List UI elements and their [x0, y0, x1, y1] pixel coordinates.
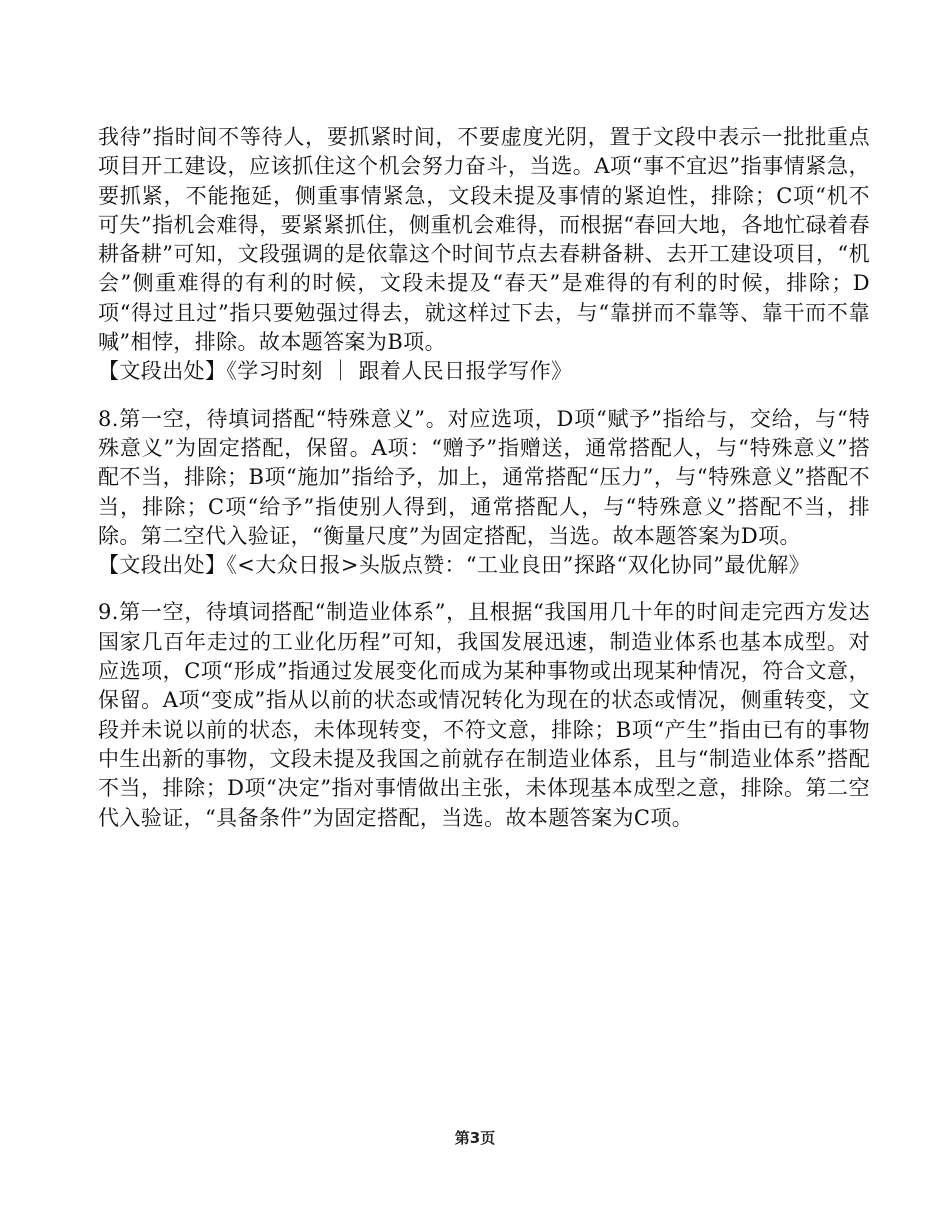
answer-9-explanation: 9.第一空，待填词搭配“制造业体系”，且根据“我国用几十年的时间走完西方发达国家几百年走过的工业化历程”可知，我国发展迅速，制造业体系也基本成型。对应选项，C项“形成”指通过发展变化而成为某种事物或出现某种情况，符合文意，保留。A项“变成”指从以前的状态或情况转化为现在的状态或情况，侧重转变，文段并未说以前的状态，未体现转变，不符文意，排除；B项“产生”指由已有的事物中生出新的事物，文段未提及我国之前就存在制造业体系，且与“制造业体系”搭配不当，排除；D项“决定”指对事情做出主张，未体现基本成型之意，排除。第二空代入验证，“具备条件”为固定搭配，当选。故本题答案为C项。	[98, 600, 870, 830]
answer-7-explanation: 我待”指时间不等待人，要抓紧时间，不要虚度光阴，置于文段中表示一批批重点项目开工建设，应该抓住这个机会努力奋斗，当选。A项“事不宜迟”指事情紧急，要抓紧，不能拖延，侧重事情紧急，文段未提及事情的紧迫性，排除；C项“机不可失”指机会难得，要紧紧抓住，侧重机会难得，而根据“春回大地，各地忙碌着春耕备耕”可知，文段强调的是依靠这个时间节点去春耕备耕、去开工建设项目，“机会”侧重难得的有利的时候，文段未提及“春天”是难得的有利的时候，排除；D项“得过且过”指只要勉强过得去，就这样过下去，与“靠拼而不靠等、靠干而不靠喊”相悖，排除。故本题答案为B项。	[98, 125, 870, 355]
answer-8-explanation: 8.第一空，待填词搭配“特殊意义”。对应选项，D项“赋予”指给与，交给，与“特殊意义”为固定搭配，保留。A项：“赠予”指赠送，通常搭配人，与“特殊意义”搭配不当，排除；B项“施加”指给予，加上，通常搭配“压力”，与“特殊意义”搭配不当，排除；C项“给予”指使别人得到，通常搭配人，与“特殊意义”搭配不当，排除。第二空代入验证，“衡量尺度”为固定搭配，当选。故本题答案为D项。	[98, 406, 870, 548]
page-content	[98, 123, 870, 833]
answer-8-source: 【文段出处】《<大众日报>头版点赞：“工业良田”探路“双化协同”最优解》	[98, 553, 811, 578]
page-number: 第3页	[454, 1129, 496, 1147]
answer-7-source: 【文段出处】《学习时刻 ｜ 跟着人民日报学写作》	[98, 359, 573, 384]
